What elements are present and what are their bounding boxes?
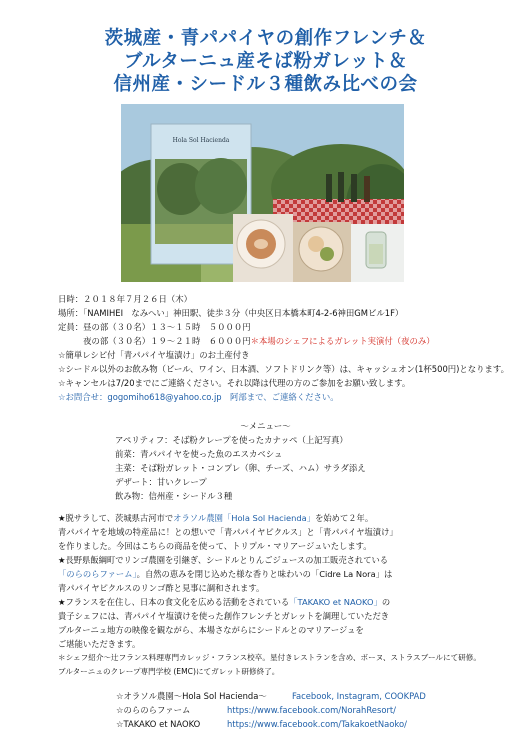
price-lunch: 定員：昼の部（３０名）１３～１５時 ５０００円 (58, 322, 251, 332)
menu-item: アペリティフ：そば粉クレープを使ったカナッペ（上記写真） (115, 435, 348, 445)
body-text: 。自然の恵みを閉じ込めた様な香りと味わいの「Cidre La Nora」は (136, 569, 393, 579)
chef-intro: ＊シェフ紹介～辻フランス料理専門カレッジ・フランス校卒。星付きレストランを含め、ボーヌ、ストラスブールにて研修。 (58, 653, 481, 662)
event-date: 日時：２０１８年７月２６日（木） (58, 294, 192, 304)
menu-item: 主菜：そば粉ガレット・コンプレ（卵、チーズ、ハム）サラダ添え (115, 463, 366, 473)
price-dinner (58, 337, 435, 345)
body-text: ★脱サラして、茨城県古河市で (58, 513, 174, 523)
body-line (58, 514, 373, 522)
page-title-line-1: 茨城産・青パパイヤの創作フレンチ＆ (104, 28, 427, 49)
price-dinner-text: 夜の部（３０名）１９～２１時 ６０００円 (58, 336, 251, 346)
menu-item: デザート：甘いクレープ (115, 477, 207, 487)
chef-name-highlight: 「TAKAKO et NAOKO」 (289, 597, 382, 607)
body-text: の (381, 597, 391, 607)
page-title-line-2: ブルターニュ産そば粉ガレット＆ (123, 51, 408, 72)
gift-note: ☆簡単レシピ付「青パパイヤ塩漬け」のお土産付き (58, 350, 250, 360)
body-line: 貴子シェフには、青パパイヤ塩漬けを使った創作フレンチとガレットを調理していただき (58, 611, 390, 621)
chef-intro: ブルターニュのクレープ専門学校 (EMC)にてガレット研修終了。 (58, 667, 280, 676)
cancel-note: ☆キャンセルは7/20までにご連絡ください。それ以降は代理の方のご参加をお願い致します。 (58, 378, 411, 388)
body-line (58, 570, 392, 578)
body-line: ブルターニュ地方の映像を観ながら、本場さながらにシードルとのマリアージュを (58, 625, 364, 635)
menu-item: 前菜：青パパイヤを使った魚のエスカベシュ (115, 449, 283, 459)
social-link[interactable]: Facebook, Instagram, COOKPAD (292, 691, 426, 701)
event-place: 場所：「NAMIHEI なみへい」神田駅、徒歩３分（中央区日本橋本町4-2-6神田GMビル1F） (58, 308, 404, 318)
facebook-link[interactable]: https://www.facebook.com/NorahResort/ (227, 705, 396, 715)
body-line: ご堪能いただきます。 (58, 639, 141, 649)
body-line: を作りました。今回はこちらの商品を使って、トリプル・マリアージュいたします。 (58, 541, 372, 551)
food-photo (233, 214, 404, 282)
body-line: 青パパイヤを地域の特産品に！との想いで「青パパイヤピクルス」と「青パパイヤ塩漬け」 (58, 527, 398, 537)
price-dinner-note: ＊本場のシェフによるガレット実演付（夜のみ） (250, 336, 435, 346)
body-line: 青パパイヤピクルスのリンゴ酢と見事に調和されます。 (58, 583, 265, 593)
farm-name-highlight: オラソル農園「Hola Sol Hacienda」 (173, 513, 316, 523)
link-label: ☆TAKAKO et NAOKO (116, 719, 201, 729)
link-label: ☆のらのらファーム (116, 705, 191, 715)
page-title-line-3: 信州産・シードル３種飲み比べの会 (113, 74, 418, 95)
photo-collage (121, 104, 404, 282)
link-label: ☆オラソル農園～Hola Sol Hacienda～ (116, 691, 267, 701)
body-line: ★長野県飯綱町でリンゴ農園を引継ぎ、シードルとりんごジュースの加工販売されている (58, 555, 389, 565)
book-title: Hola Sol Hacienda (172, 137, 230, 144)
facebook-link[interactable]: https://www.facebook.com/TakakoetNaoko/ (227, 719, 407, 729)
menu-header: ～メニュー～ (240, 421, 291, 431)
contact-note[interactable]: ☆お問合せ：gogomiho618@yahoo.co.jp 阿部まで、ご連絡ください。 (58, 392, 339, 402)
body-text: ★フランスを在住し、日本の食文化を広める活動をされている (58, 597, 290, 607)
drinks-note: ☆シードル以外のお飲み物（ビール、ワイン、日本酒、ソフトドリンク等）は、キャッシュオン(1杯500円)となります。 (58, 364, 509, 374)
menu-item: 飲み物：信州産・シードル３種 (115, 491, 233, 501)
body-line (58, 598, 390, 606)
farm-name-highlight: 「のらのらファーム」 (58, 569, 137, 579)
body-text: を始めて２年。 (315, 513, 374, 523)
